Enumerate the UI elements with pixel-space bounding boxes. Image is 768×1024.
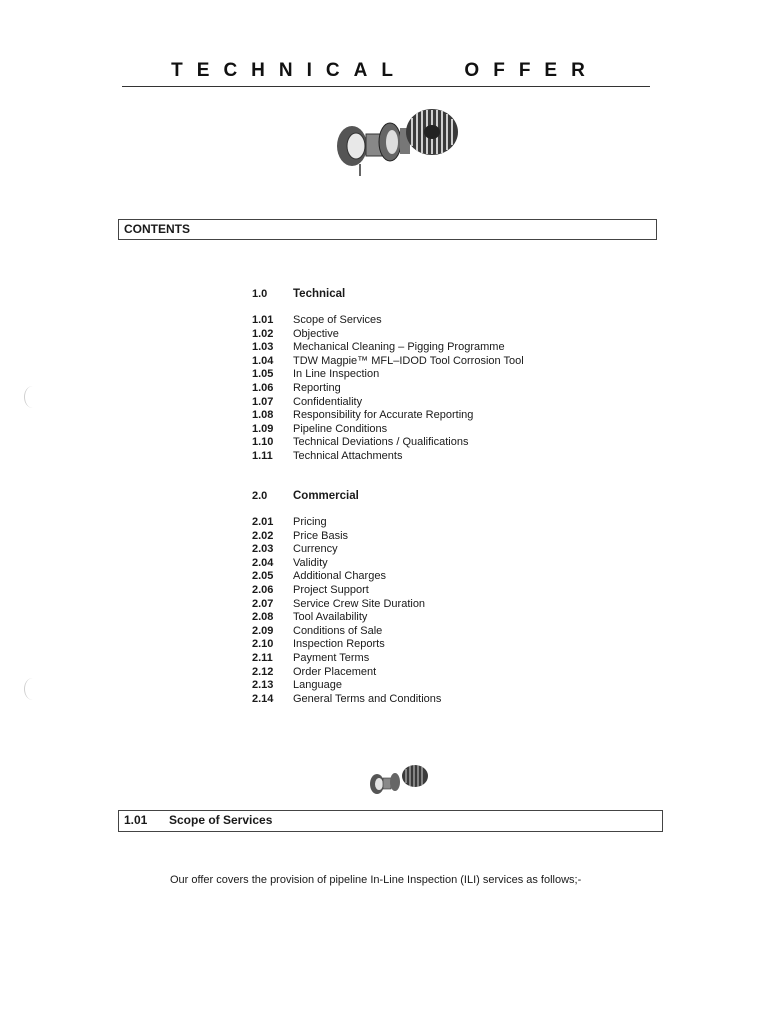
toc-item-label: Conditions of Sale	[293, 624, 383, 637]
toc-item-number: 1.07	[252, 395, 274, 408]
toc-item-label: Additional Charges	[293, 570, 386, 583]
toc-item-label: Currency	[293, 543, 338, 556]
toc-item-number: 1.03	[252, 341, 274, 354]
scope-section-title: Scope of Services	[169, 813, 273, 827]
scope-section-number: 1.01	[124, 813, 148, 827]
toc-item	[252, 666, 441, 680]
page-title: TECHNICAL OFFER	[171, 60, 599, 81]
scope-heading-box	[118, 810, 663, 832]
toc-item-number: 1.04	[252, 354, 274, 367]
punch-hole-mark	[24, 678, 41, 700]
toc-item-label: Validity	[293, 556, 328, 569]
toc-item	[252, 570, 441, 584]
toc-item-number: 2.09	[252, 624, 274, 637]
toc-section-number: 1.0	[252, 288, 268, 300]
toc-item	[252, 679, 441, 693]
toc-item-label: In Line Inspection	[293, 368, 380, 381]
toc-item-number: 1.05	[252, 368, 274, 381]
toc-section-number: 2.0	[252, 490, 268, 502]
toc-item	[252, 598, 441, 612]
toc-item-label: Objective	[293, 327, 339, 340]
toc-item-label: Service Crew Site Duration	[293, 597, 426, 610]
toc-item	[252, 543, 441, 557]
toc-item-number: 2.12	[252, 665, 274, 678]
toc-section-commercial-heading	[252, 490, 359, 504]
toc-commercial-list	[252, 516, 441, 706]
toc-item-number: 2.11	[252, 651, 273, 664]
toc-item	[252, 693, 441, 707]
punch-hole-mark	[24, 386, 41, 408]
toc-item-label: Price Basis	[293, 529, 349, 542]
toc-item-label: Reporting	[293, 381, 341, 394]
toc-item-number: 1.02	[252, 327, 274, 340]
toc-section-title: Technical	[293, 288, 346, 300]
toc-item-label: Confidentiality	[293, 395, 363, 408]
toc-item-label: Technical Deviations / Qualifications	[293, 436, 469, 449]
toc-item	[252, 409, 524, 423]
toc-item	[252, 355, 524, 369]
toc-item-label: Language	[293, 679, 342, 692]
toc-item	[252, 652, 441, 666]
contents-heading-box	[118, 219, 657, 240]
toc-item-label: Scope of Services	[293, 314, 382, 326]
toc-item	[252, 584, 441, 598]
title-underline	[122, 86, 650, 87]
toc-item	[252, 516, 441, 530]
toc-item-number: 2.13	[252, 679, 274, 692]
toc-item	[252, 382, 524, 396]
contents-label: CONTENTS	[124, 222, 190, 236]
toc-item-label: Mechanical Cleaning – Pigging Programme	[293, 341, 505, 354]
toc-item	[252, 328, 524, 342]
toc-item-number: 2.10	[252, 638, 274, 651]
toc-item-number: 2.03	[252, 543, 274, 556]
inspection-pig-illustration	[330, 104, 460, 184]
toc-item-number: 2.05	[252, 570, 274, 583]
toc-item-label: General Terms and Conditions	[293, 692, 442, 705]
toc-item	[252, 341, 524, 355]
toc-item-label: Responsibility for Accurate Reporting	[293, 409, 474, 422]
toc-item-label: TDW Magpie™ MFL–IDOD Tool Corrosion Tool	[293, 354, 524, 367]
toc-item-label: Pricing	[293, 516, 327, 528]
toc-item	[252, 396, 524, 410]
toc-item-number: 2.08	[252, 611, 274, 624]
toc-item-label: Technical Attachments	[293, 449, 403, 462]
toc-item-label: Project Support	[293, 583, 369, 596]
toc-item	[252, 530, 441, 544]
toc-item-label: Tool Availability	[293, 611, 368, 624]
toc-item-label: Pipeline Conditions	[293, 422, 388, 435]
toc-item-number: 1.11	[252, 449, 273, 462]
toc-item	[252, 436, 524, 450]
toc-section-title: Commercial	[293, 490, 359, 502]
toc-item-number: 2.14	[252, 692, 274, 705]
toc-item-number: 2.07	[252, 597, 274, 610]
toc-item-label: Payment Terms	[293, 651, 370, 664]
inspection-pig-small-illustration	[367, 762, 431, 800]
scope-body-text: Our offer covers the provision of pipeline In-Line Inspection (ILI) services as follows;-	[170, 874, 582, 886]
toc-item-number: 1.01	[252, 314, 274, 326]
toc-section-technical-heading	[252, 288, 345, 302]
toc-item-number: 1.08	[252, 409, 274, 422]
toc-item-number: 2.04	[252, 556, 274, 569]
toc-item	[252, 638, 441, 652]
toc-item-number: 2.01	[252, 516, 274, 528]
toc-item	[252, 611, 441, 625]
toc-item	[252, 557, 441, 571]
toc-item-label: Order Placement	[293, 665, 377, 678]
toc-item	[252, 625, 441, 639]
toc-item	[252, 450, 524, 464]
toc-item	[252, 368, 524, 382]
toc-item-label: Inspection Reports	[293, 638, 385, 651]
toc-item-number: 2.02	[252, 529, 274, 542]
toc-item-number: 2.06	[252, 583, 274, 596]
toc-item	[252, 423, 524, 437]
toc-item	[252, 314, 524, 328]
toc-item-number: 1.10	[252, 436, 274, 449]
toc-technical-list	[252, 314, 524, 464]
toc-item-number: 1.09	[252, 422, 274, 435]
toc-item-number: 1.06	[252, 381, 274, 394]
